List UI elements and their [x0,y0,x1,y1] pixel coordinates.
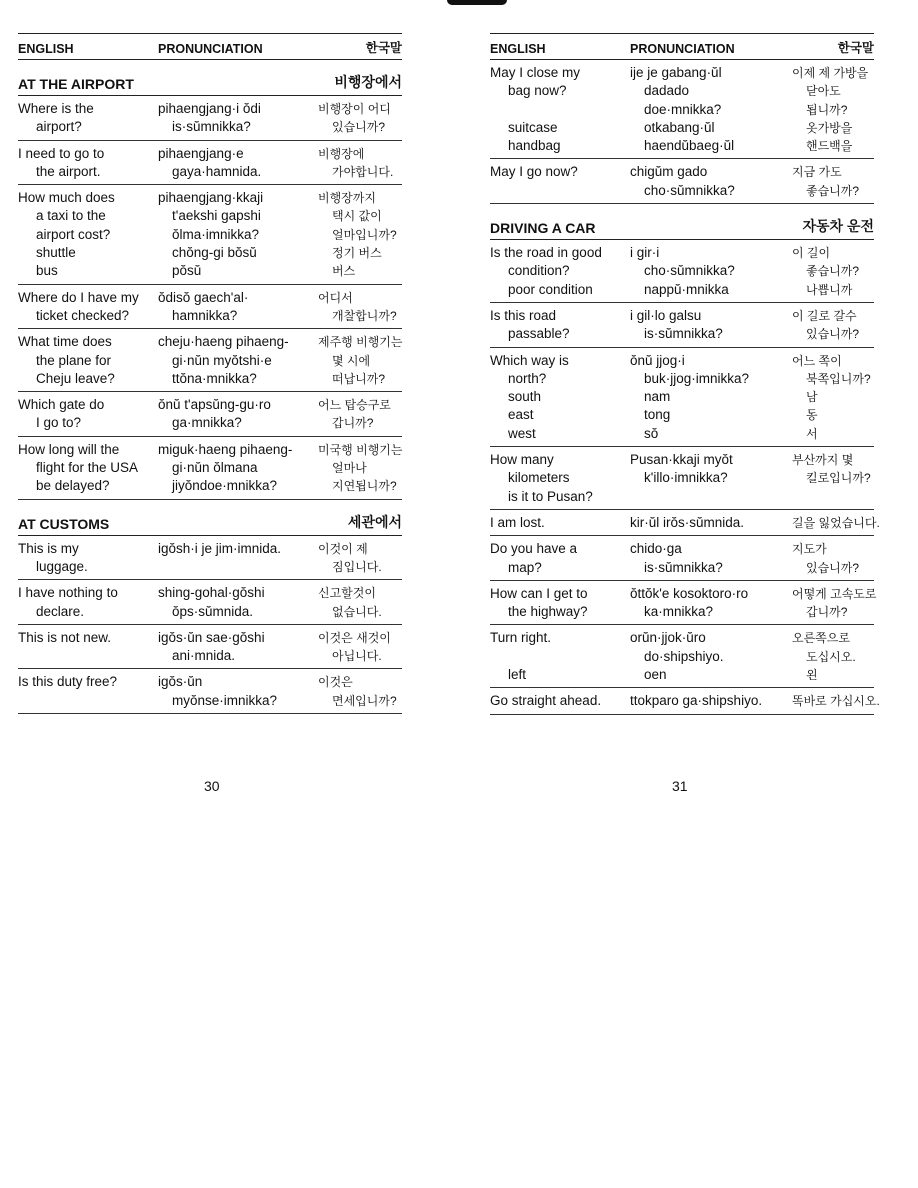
pronunciation-text [158,441,308,496]
pronunciation-text-line: myŏnse·imnikka? [172,692,278,708]
header-korean: 한국말 [365,41,402,55]
pronunciation-text-line: gi·nŭn ŏlmana [172,460,258,476]
pronunciation-text-line: tong [644,407,671,423]
pronunciation-text [630,64,782,155]
english-text-line: Turn right. [490,630,552,646]
korean-text-line: 길을 잃었습니다. [792,515,880,530]
english-text-line: How can I get to [490,585,588,601]
pronunciation-text-line: ije je gabang·ŭl [630,65,722,80]
english-text [490,451,630,506]
english-text-line: What time does [18,334,112,350]
pronunciation-text-line: dadado [644,83,690,99]
pronunciation-text [158,289,308,326]
english-text-line: passable? [508,326,570,342]
phrase-row [490,625,874,688]
english-text-line: bag now? [508,83,567,99]
korean-text-line: 이 길로 갈수 [792,308,857,323]
phrase-row [490,581,877,626]
korean-text-line: 서 [806,426,818,441]
korean-text-line: 이제 제 가방을 [792,66,869,80]
korean-text-line: 어디서 [318,290,353,305]
korean-text-line: 제주행 비행기는 [318,335,403,350]
header-pronunciation: PRONUNCIATION [630,42,735,56]
english-text [18,189,158,280]
pronunciation-text-line: ŏnŭ jjog·i [630,352,685,368]
section-header [18,500,402,536]
english-text-line: poor condition [508,281,593,297]
phrase-row [18,141,402,186]
korean-text-line: 있습니까? [806,327,860,342]
english-text-line: airport cost? [36,226,111,242]
english-text-line: shuttle [36,245,76,261]
pronunciation-text-line: pihaengjang·kkaji [158,190,264,206]
english-text-line: south [508,389,542,405]
english-text-line: This is my [18,540,79,556]
korean-text-line: 정기 버스 [332,246,382,261]
column-header [18,33,402,60]
english-text [490,585,630,622]
korean-text-line: 아닙니다. [332,649,382,664]
english-text-line: Where do I have my [18,289,139,305]
pronunciation-text [158,673,308,710]
english-text-line: the plane for [36,352,112,368]
korean-text [782,540,874,577]
pronunciation-text [158,396,308,433]
pronunciation-text-line: ŏps·sŭmnida. [172,603,254,619]
phrase-row [490,447,874,510]
korean-text [308,441,402,496]
pronunciation-text-line: nam [644,389,671,405]
phrase-row [18,392,402,437]
english-text-line: bus [36,263,58,279]
pronunciation-text-line: oen [644,667,667,683]
english-text-line: May I close my [490,65,581,80]
phrase-row [490,159,874,204]
phrase-row [490,303,874,348]
pronunciation-text [630,163,782,200]
korean-text-line: 좋습니까? [806,264,860,279]
english-text [490,163,630,200]
column-header [490,33,874,60]
english-text-line: north? [508,370,547,386]
english-text [490,64,630,155]
korean-text-line: 짐입니다. [332,559,382,574]
korean-text-line: 얼마나 [332,461,367,476]
english-text-line [490,101,630,119]
english-text-line [18,692,158,710]
korean-text-line: 옷가방을 [806,120,853,135]
pronunciation-text [630,692,782,710]
english-text-line: I am lost. [490,514,545,530]
english-text-line: Is this road [490,307,557,323]
pronunciation-text-line: ani·mnida. [172,648,236,664]
phrase-row [490,536,874,581]
korean-text-line: 버스 [332,264,356,279]
phrase-row [18,625,402,670]
pronunciation-text-line [630,488,782,506]
pronunciation-text-line: pihaengjang·i ŏdi [158,101,261,116]
pronunciation-text-line: ka·mnikka? [644,604,714,620]
korean-text-line: 이 길이 [792,246,831,261]
pronunciation-text [158,145,308,182]
korean-text-line: 지연됩니까? [332,479,397,494]
korean-text-line: 도십시오. [806,649,856,664]
pronunciation-text-line: is·sŭmnikka? [172,119,251,135]
korean-text-line: 몇 시에 [332,353,371,368]
english-text [18,441,158,496]
korean-text [782,585,876,622]
pronunciation-text-line: ŏttŏk'e kosoktoro·ro [630,585,749,601]
korean-text-line: 핸드백을 [806,139,853,154]
english-text [490,514,630,532]
korean-text-line: 택시 값이 [332,209,382,224]
pronunciation-text-line: igŏs·ŭn [158,674,203,690]
section-korean-title: 비행장에서 [334,74,402,90]
english-text [18,540,158,577]
english-text-line: May I go now? [490,164,578,180]
korean-text [782,64,874,155]
korean-text [782,514,880,532]
english-text [18,584,158,621]
section-korean-title: 자동차 운전 [802,218,874,235]
pronunciation-text-line: chŏng-gi bŏsŭ [172,245,257,261]
english-text [18,396,158,433]
korean-text-line: 비행장에 [318,146,365,161]
pronunciation-text-line: cho·sŭmnikka? [644,263,735,279]
pronunciation-text-line: ŏlma·imnikka? [172,226,260,242]
korean-text-line: 개찰합니까? [332,308,397,323]
english-text-line: declare. [36,603,85,619]
phrase-row [18,437,402,500]
pronunciation-text-line [158,558,308,576]
english-text-line: is it to Pusan? [508,488,593,504]
korean-text [782,629,874,684]
korean-text-line: 남 [806,390,818,405]
english-text-line: How many [490,452,554,468]
pronunciation-text [630,540,782,577]
english-text [18,145,158,182]
english-text [18,629,158,666]
korean-text-line: 지도가 [792,542,827,557]
pronunciation-text-line: jiyŏndoe·mnikka? [172,478,278,494]
english-text-line: flight for the USA [36,460,139,476]
english-text-line: the highway? [508,604,588,620]
korean-text-line: 똑바로 가십시오. [792,694,880,709]
korean-text [308,629,402,666]
phrase-row [490,60,874,159]
pronunciation-text-line: pihaengjang·e [158,145,244,161]
korean-text-line: 오른쪽으로 [792,631,850,646]
phrase-row [18,580,402,625]
pronunciation-text [158,584,308,621]
header-korean: 한국말 [837,41,874,55]
pronunciation-text-line: nappŭ·mnikka [644,281,729,297]
pronunciation-text-line: hamnikka? [172,307,238,323]
phrase-row [18,96,402,141]
english-text-line: the airport. [36,163,101,179]
korean-text-line [792,488,874,506]
korean-text-line: 닫아도 [806,84,841,99]
header-english: ENGLISH [490,42,546,56]
english-text-line: Is the road in good [490,245,602,261]
english-text [18,289,158,326]
section-header [490,204,874,240]
korean-text-line: 얼마입니까? [332,227,397,242]
english-text-line [490,182,630,200]
header-english: ENGLISH [18,42,74,56]
english-text-line: Is this duty free? [18,674,118,690]
phrase-row [490,510,880,536]
page-number-left: 30 [204,778,220,794]
phrase-row [490,688,880,714]
korean-text-line: 북쪽입니까? [806,371,871,386]
pronunciation-text-line: igŏs·ŭn sae·gŏshi [158,629,265,645]
english-text [490,307,630,344]
phrase-row [18,669,402,714]
pronunciation-text-line: Pusan·kkaji myŏt [630,452,733,468]
header-pronunciation: PRONUNCIATION [158,42,263,56]
english-text-line: kilometers [508,470,570,486]
korean-text-line: 왼 [806,668,818,683]
korean-text-line: 비행장이 어디 [318,102,391,116]
pronunciation-text-line: ga·mnikka? [172,415,242,431]
english-text-line: Go straight ahead. [490,693,602,709]
pronunciation-text-line: haendŭbaeg·ŭl [644,138,735,154]
korean-text-line: 떠납니까? [332,371,386,386]
pronunciation-text-line: shing-gohal·gŏshi [158,585,265,601]
english-text-line: Cheju leave? [36,370,115,386]
english-text [18,100,158,137]
english-text-line: left [508,667,527,683]
pronunciation-text [630,585,782,622]
pronunciation-text [630,451,782,506]
korean-text-line: 갑니까? [806,605,848,620]
korean-text-line: 이것은 [318,675,353,690]
pronunciation-text [158,100,308,137]
english-text-line: condition? [508,263,570,279]
pronunciation-text [158,333,308,388]
english-text-line: How long will the [18,441,120,457]
pronunciation-text-line: igŏsh·i je jim·imnida. [158,540,282,556]
phrase-row [18,285,402,330]
korean-text-line: 나쁩니까 [806,282,853,297]
english-text-line: I go to? [36,415,82,431]
pronunciation-text [630,244,782,299]
korean-text [782,244,874,299]
phrase-table-left [18,60,402,714]
korean-text-line: 부산까지 몇 [792,453,854,468]
pronunciation-text [158,629,308,666]
section-header [18,60,402,96]
english-text-line: Which way is [490,352,569,368]
korean-text-line: 있습니까? [332,120,386,135]
pronunciation-text-line: gaya·hamnida. [172,163,262,179]
pronunciation-text-line: ŏdisŏ gaech'al· [158,289,249,305]
korean-text [308,289,402,326]
pronunciation-text-line: buk·jjog·imnikka? [644,370,750,386]
korean-text [782,451,874,506]
pronunciation-text-line: t'aekshi gapshi [172,208,261,224]
section-korean-title: 세관에서 [347,513,402,530]
english-text-line: handbag [508,138,561,154]
korean-text-line: 갑니까? [332,416,374,431]
korean-text [782,692,880,710]
english-text-line: I have nothing to [18,585,118,601]
english-text [490,352,630,443]
korean-text-line: 어느 탑승구로 [318,398,391,413]
english-text-line [490,648,630,666]
pronunciation-text-line: miguk·haeng pihaeng- [158,441,293,457]
english-text-line: west [508,425,536,441]
korean-text-line: 있습니까? [806,560,860,575]
pronunciation-text-line: chido·ga [630,541,682,557]
english-text [18,673,158,710]
pronunciation-text-line: k'illo·imnikka? [644,470,728,486]
pronunciation-text-line: otkabang·ŭl [644,119,715,135]
english-text [18,333,158,388]
korean-text-line: 됩니까? [806,102,848,117]
section-title: DRIVING A CAR [490,220,596,237]
phrase-row [490,348,874,447]
english-text-line: luggage. [36,558,88,574]
phrase-table-right [490,60,880,715]
pronunciation-text-line: ŏnŭ t'apsŭng-gu·ro [158,397,271,413]
korean-text [782,163,874,200]
english-text [490,244,630,299]
pronunciation-text [630,629,782,684]
pronunciation-text-line: do·shipshiyo. [644,648,724,664]
pronunciation-text-line: is·sŭmnikka? [644,559,723,575]
pronunciation-text-line: kir·ŭl irŏs·sŭmnida. [630,514,745,530]
korean-text [308,673,402,710]
korean-text-line: 신고할것이 [318,586,376,601]
korean-text-line: 이것은 새것이 [318,630,391,645]
pronunciation-text-line: i gil·lo galsu [630,307,702,323]
phrase-row [18,185,402,284]
pronunciation-text-line: ttŏna·mnikka? [172,370,257,386]
pronunciation-text-line: pŏsŭ [172,263,202,279]
korean-text-line: 어떻게 고속도로 [792,586,877,601]
korean-text-line: 어느 쪽이 [792,353,842,368]
english-text-line: How much does [18,190,115,206]
pronunciation-text [630,307,782,344]
korean-text [308,333,402,388]
english-text [490,629,630,684]
korean-text [308,396,402,433]
pronunciation-text-line: sŏ [644,425,659,441]
english-text-line: map? [508,559,542,575]
section-title: AT CUSTOMS [18,515,110,532]
korean-text-line: 이것이 제 [318,541,368,556]
english-text-line: ticket checked? [36,307,130,323]
page-right [490,33,880,715]
korean-text [308,100,402,137]
english-text-line: airport? [36,119,82,135]
korean-text-line: 지금 가도 [792,165,842,180]
pronunciation-text-line: doe·mnikka? [644,101,722,117]
english-text-line: Which gate do [18,397,105,413]
english-text [490,540,630,577]
korean-text [782,352,874,443]
pronunciation-text-line: ttokparo ga·shipshiyo. [630,693,763,709]
pronunciation-text-line: cheju·haeng pihaeng- [158,334,289,350]
pronunciation-text-line: is·sŭmnikka? [644,326,723,342]
pronunciation-text [630,352,782,443]
phrase-row [490,240,874,303]
korean-text-line: 비행장까지 [318,191,376,206]
english-text-line: Do you have a [490,541,578,557]
section-title: AT THE AIRPORT [18,76,134,92]
english-text-line: suitcase [508,119,558,135]
pronunciation-text-line: cho·sŭmnikka? [644,182,735,198]
scan-artifact [447,0,507,5]
english-text-line: I need to go to [18,145,105,161]
pronunciation-text [158,189,308,280]
pronunciation-text-line: i gir·i [630,245,660,261]
english-text-line: east [508,407,534,423]
korean-text-line: 미국행 비행기는 [318,442,403,457]
english-text-line: be delayed? [36,478,110,494]
english-text-line: This is not new. [18,629,112,645]
pronunciation-text-line: chigŭm gado [630,164,708,180]
page-left [18,33,402,714]
english-text-line: Where is the [18,101,94,116]
korean-text [782,307,874,344]
english-text-line: a taxi to the [36,208,106,224]
pronunciation-text-line: gi·nŭn myŏtshi·e [172,352,272,368]
pronunciation-text-line: orŭn·jjok·ŭro [630,630,706,646]
korean-text-line: 동 [806,408,818,423]
pronunciation-text [630,514,782,532]
page-number-right: 31 [672,778,688,794]
korean-text-line: 좋습니까? [806,183,860,198]
korean-text-line: 가야합니다. [332,164,394,179]
english-text-line [18,647,158,665]
korean-text-line: 킬로입니까? [806,471,871,486]
korean-text [308,540,402,577]
korean-text [308,584,402,621]
english-text [490,692,630,710]
phrase-row [18,536,402,581]
pronunciation-text [158,540,308,577]
korean-text [308,189,402,280]
korean-text-line: 면세입니까? [332,693,397,708]
korean-text-line: 없습니다. [332,604,382,619]
phrase-row [18,329,402,392]
korean-text [308,145,402,182]
